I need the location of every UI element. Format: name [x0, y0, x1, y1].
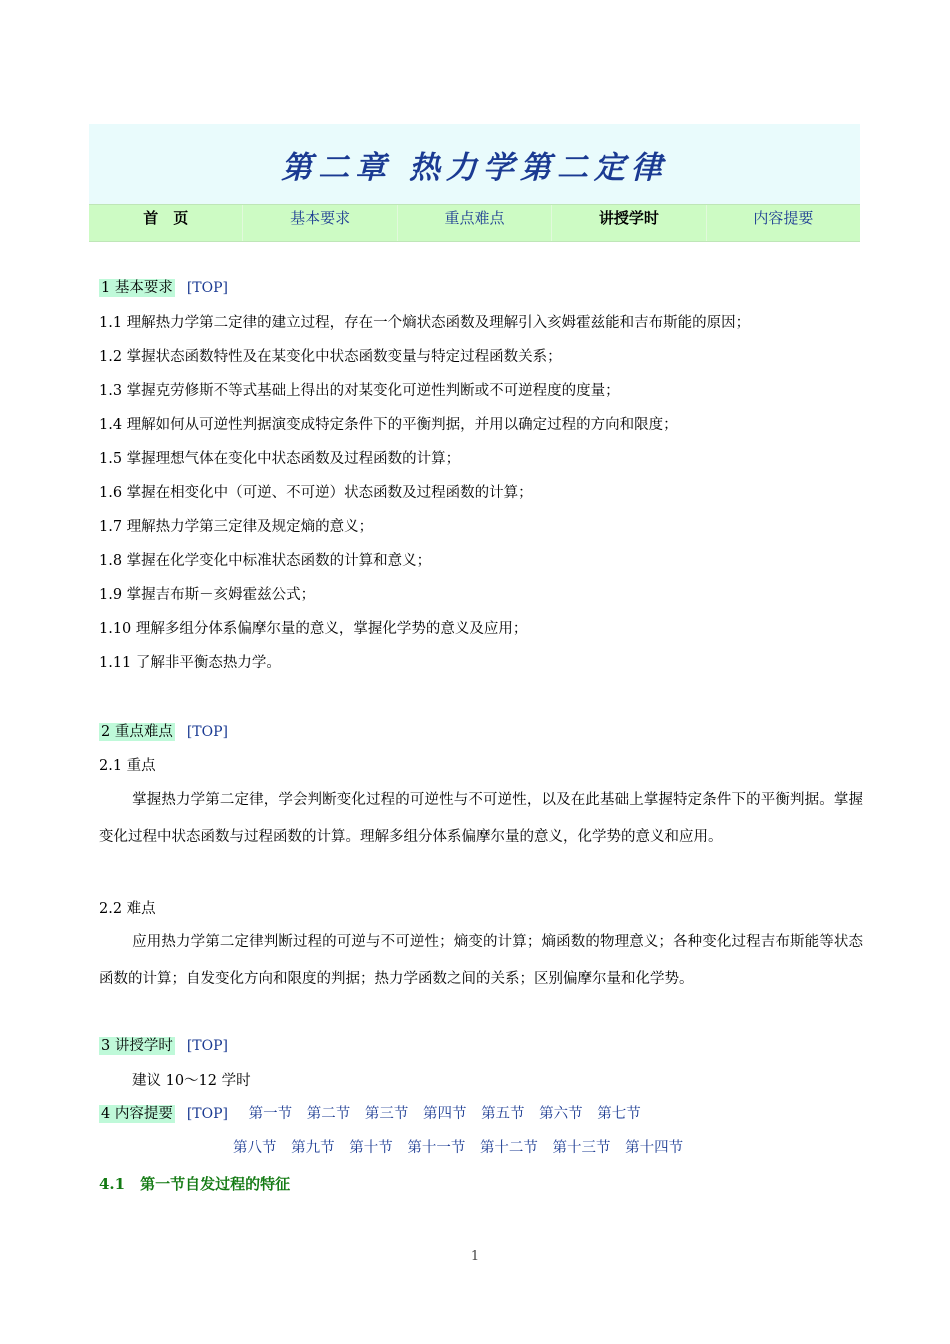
chapter-title: 第二章 热力学第二定律 [281, 150, 668, 186]
list-item: 1.1 理解热力学第二定律的建立过程，存在一个熵状态函数及理解引入亥姆霍兹能和吉布斯能的原因； [99, 315, 751, 331]
nav-bar [89, 204, 860, 242]
top-link[interactable]: [TOP] [186, 280, 229, 296]
top-link[interactable]: [TOP] [186, 1106, 229, 1122]
section-3-heading: 3 讲授学时 [TOP] [101, 1038, 229, 1054]
link-section-12[interactable]: 第十二节 [479, 1140, 538, 1156]
list-item: 1.9 掌握吉布斯－亥姆霍兹公式； [99, 587, 316, 603]
subsection-2-1: 2.1 重点 [99, 758, 156, 774]
section-1-heading: 1 基本要求 [TOP] [101, 280, 229, 296]
link-section-14[interactable]: 第十四节 [625, 1140, 684, 1156]
link-section-3[interactable]: 第三节 [364, 1106, 409, 1122]
subsection-2-2: 2.2 难点 [99, 901, 156, 917]
list-item: 1.11 了解非平衡态热力学。 [99, 655, 281, 671]
link-section-5[interactable]: 第五节 [481, 1106, 525, 1122]
nav-basic-requirements[interactable]: 基本要求 [243, 205, 397, 241]
page-number: 1 [470, 1249, 480, 1264]
top-link[interactable]: [TOP] [186, 724, 229, 740]
link-section-1[interactable]: 第一节 [248, 1106, 293, 1122]
paragraph-key-points: 掌握热力学第二定律，学会判断变化过程的可逆性与不可逆性，以及在此基础上掌握特定条件下的平衡判据。掌握变化过程中状态函数与过程函数的计算。理解多组分体系偏摩尔量的意义，化学势的意义和应用。 [99, 792, 863, 845]
top-link[interactable]: [TOP] [186, 1038, 229, 1054]
teaching-hours-text: 建议 10～12 学时 [132, 1073, 251, 1089]
list-item: 1.10 理解多组分体系偏摩尔量的意义，掌握化学势的意义及应用； [99, 621, 528, 637]
paragraph-difficulties: 应用热力学第二定律判断过程的可逆与不可逆性；熵变的计算；熵函数的物理意义；各种变化过程吉布斯能等状态函数的计算；自发变化方向和限度的判据；热力学函数之间的关系；区别偏摩尔量和化学势。 [99, 934, 863, 987]
chapter-banner [89, 124, 860, 241]
link-section-9[interactable]: 第九节 [291, 1140, 335, 1156]
nav-teaching-hours[interactable]: 讲授学时 [552, 205, 706, 241]
link-section-6[interactable]: 第六节 [539, 1106, 583, 1122]
list-item: 1.7 理解热力学第三定律及规定熵的意义； [99, 519, 374, 535]
section-4-heading: 4 内容提要 [TOP] 第一节 第二节 第三节 第四节 第五节 第六节 第七节 [101, 1106, 641, 1122]
list-item: 1.8 掌握在化学变化中标准状态函数的计算和意义； [99, 553, 432, 569]
link-section-4[interactable]: 第四节 [422, 1106, 467, 1122]
nav-key-difficulties[interactable]: 重点难点 [398, 205, 552, 241]
nav-home[interactable]: 首 页 [89, 205, 243, 241]
list-item: 1.4 理解如何从可逆性判据演变成特定条件下的平衡判据，并用以确定过程的方向和限度； [99, 417, 678, 433]
section-links-row-2 [233, 1138, 693, 1158]
link-section-8[interactable]: 第八节 [233, 1140, 277, 1156]
nav-content-summary[interactable]: 内容提要 [753, 209, 814, 227]
link-section-7[interactable]: 第七节 [597, 1106, 641, 1122]
link-section-11[interactable]: 第十一节 [407, 1140, 466, 1156]
list-item: 1.2 掌握状态函数特性及在某变化中状态函数变量与特定过程函数关系； [99, 349, 562, 365]
subsection-4-1-title: 4.1 第一节自发过程的特征 [99, 1175, 291, 1193]
link-section-13[interactable]: 第十三节 [552, 1140, 611, 1156]
list-item: 1.6 掌握在相变化中（可逆、不可逆）状态函数及过程函数的计算； [99, 485, 533, 501]
section-2-heading: 2 重点难点 [TOP] [101, 724, 229, 740]
link-section-2[interactable]: 第二节 [306, 1106, 351, 1122]
link-section-10[interactable]: 第十节 [349, 1140, 393, 1156]
list-item: 1.3 掌握克劳修斯不等式基础上得出的对某变化可逆性判断或不可逆程度的度量； [99, 383, 620, 399]
list-item: 1.5 掌握理想气体在变化中状态函数及过程函数的计算； [99, 451, 461, 467]
